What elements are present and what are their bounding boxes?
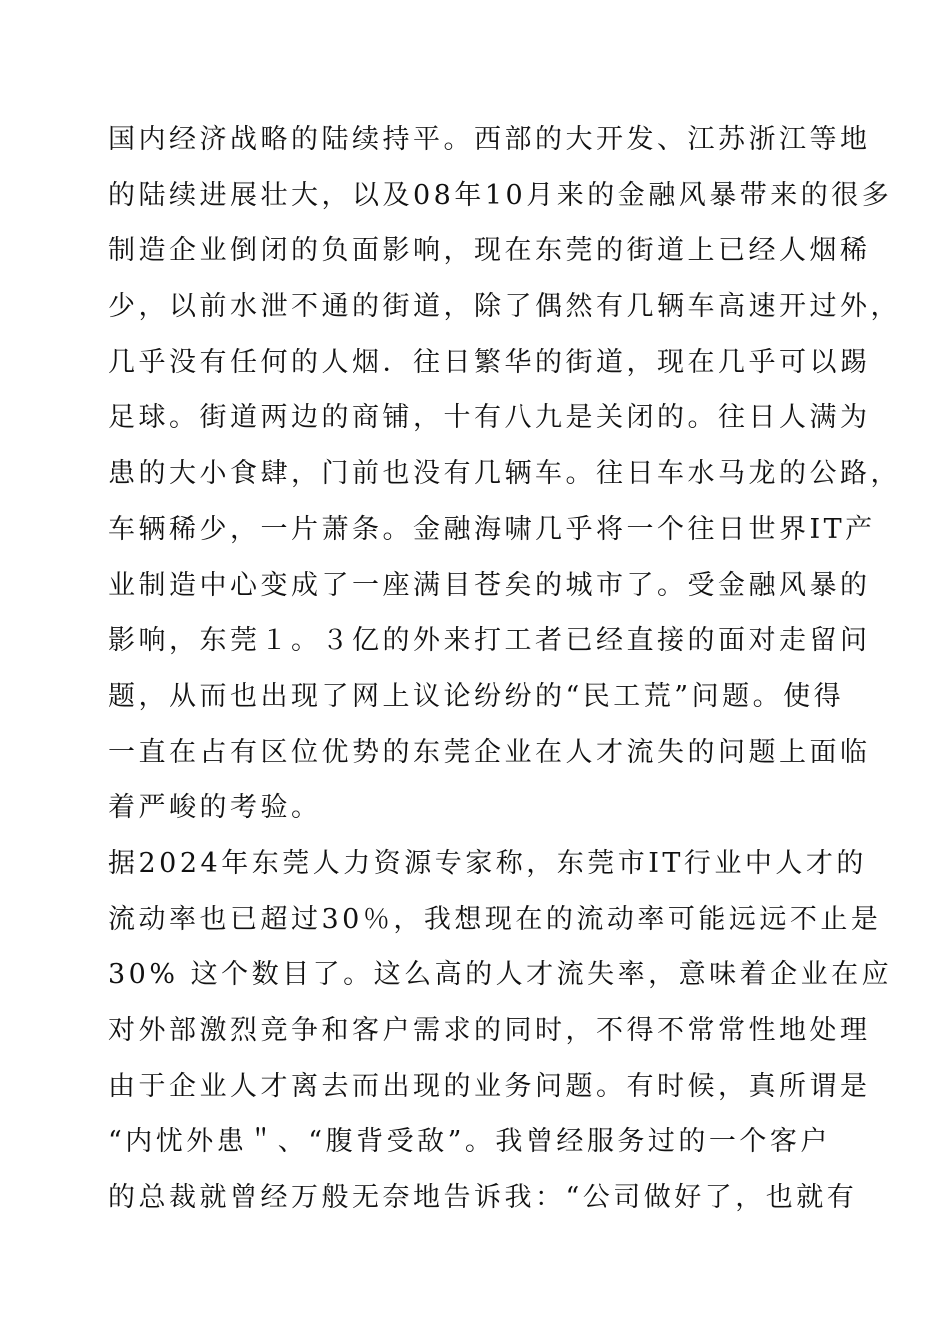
paragraph-start-line: 据2024年东莞人力资源专家称，东莞市IT行业中人才的 bbox=[108, 847, 867, 879]
text-line: 患的大小食肆，门前也没有几辆车。往日车水马龙的公路， bbox=[108, 458, 901, 490]
text-line: 的陆续进展壮大，以及08年10月来的金融风暴带来的很多 bbox=[108, 179, 893, 211]
text-line: 的总裁就曾经万般无奈地告诉我：“公司做好了，也就有 bbox=[108, 1182, 858, 1214]
text-line: 车辆稀少，一片萧条。金融海啸几乎将一个往日世界IT产 bbox=[108, 513, 876, 545]
text-line: 业制造中心变成了一座满目苍矣的城市了。受金融风暴的 bbox=[108, 569, 871, 601]
text-line: 足球。街道两边的商铺，十有八九是关闭的。往日人满为 bbox=[108, 402, 871, 434]
text-line: 流动率也已超过30％，我想现在的流动率可能远远不止是 bbox=[108, 903, 882, 935]
text-line: “内忧外患＂、“腹背受敌”。我曾经服务过的一个客户 bbox=[108, 1126, 831, 1158]
body-text bbox=[108, 118, 901, 1232]
text-line: 由于企业人才离去而出现的业务问题。有时候，真所谓是 bbox=[108, 1070, 871, 1102]
text-line: 少，以前水泄不通的街道，除了偶然有几辆车高速开过外， bbox=[108, 291, 901, 323]
text-line: 制造企业倒闭的负面影响，现在东莞的街道上已经人烟稀 bbox=[108, 235, 871, 267]
text-line: 影响，东莞１。３亿的外来打工者已经直接的面对走留问 bbox=[108, 625, 871, 657]
text-line: 对外部激烈竞争和客户需求的同时，不得不常常性地处理 bbox=[108, 1015, 871, 1046]
text-line: 题，从而也出现了网上议论纷纷的“民工荒”问题。使得 bbox=[108, 680, 845, 712]
text-line: 几乎没有任何的人烟．往日繁华的街道，现在几乎可以踢 bbox=[108, 346, 871, 378]
text-line: 一直在占有区位优势的东莞企业在人才流失的问题上面临 bbox=[108, 736, 871, 768]
text-line: 国内经济战略的陆续持平。西部的大开发、江苏浙江等地 bbox=[108, 124, 871, 155]
text-line: 着严峻的考验。 bbox=[108, 792, 322, 824]
text-line: 30% 这个数目了。这么高的人才流失率，意味着企业在应 bbox=[108, 959, 893, 991]
